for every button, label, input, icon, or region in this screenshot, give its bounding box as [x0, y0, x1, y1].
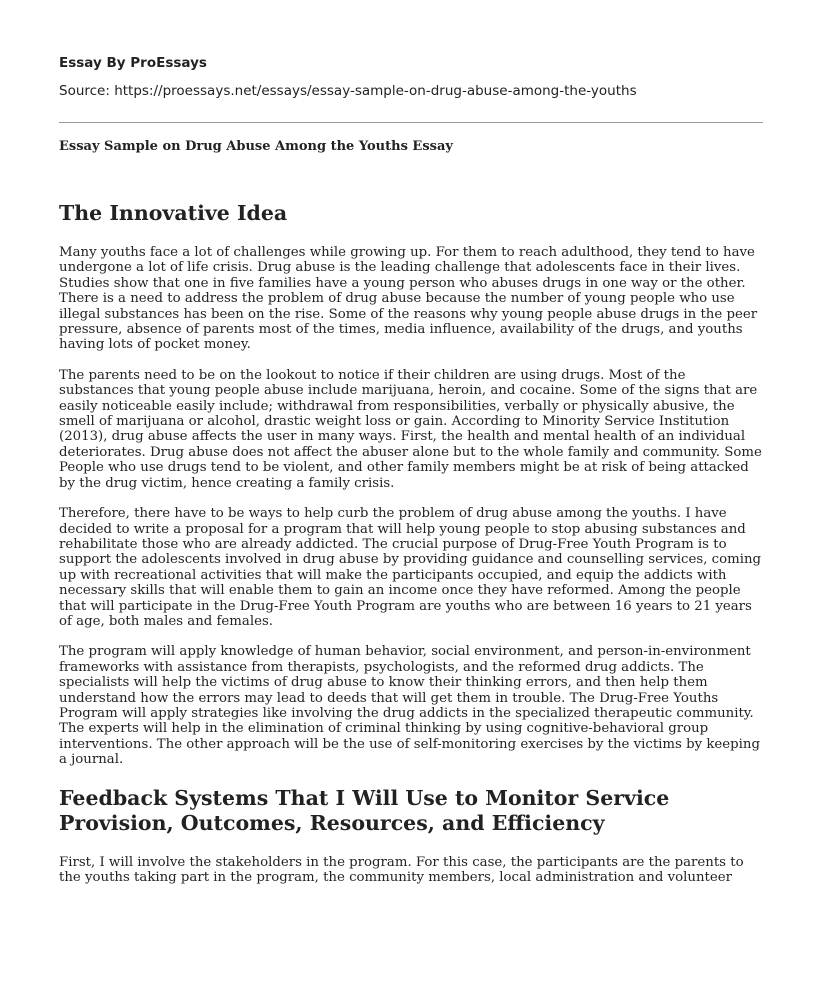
paragraph: Therefore, there have to be ways to help curb the problem of drug abuse among the youths. I have decided to write a proposal for a program that will help young people to stop abusing substances and rehabilitate those who are already addicted. The crucial purpose of Drug-Free Youth Program is to support the adolescents involved in drug abuse by providing guidance and counselling services, coming up with recreational activities that will make the participants occupied, and equip the addicts with necessary skills that will enable them to gain an income once they have reformed. Among the people that will participate in the Drug-Free Youth Program are youths who are between 16 years to 21 years of age, both males and females.	[59, 506, 762, 629]
document-page	[59, 0, 763, 885]
paragraph: First, I will involve the stakeholders in the program. For this case, the participants are the parents to the youths taking part in the program, the community members, local administration and volunteer	[59, 854, 744, 885]
paragraph: The parents need to be on the lookout to notice if their children are using drugs. Most of the substances that young people abuse include marijuana, heroin, and cocaine. Some of the signs that are easily noticeable easily include; withdrawal from responsibilities, verbally or physically abusive, the smell of marijuana or alcohol, drastic weight loss or gain. According to Minority Service Institution (2013), drug abuse affects the user in many ways. First, the health and mental health of an individual deteriorates. Drug abuse does not affect the abuser alone but to the whole family and community. Some People who use drugs tend to be violent, and other family members might be at risk of being attacked by the drug victim, hence creating a family crisis.	[59, 367, 762, 491]
header-divider	[59, 122, 763, 123]
paragraph: Many youths face a lot of challenges while growing up. For them to reach adulthood, they tend to have undergone a lot of life crisis. Drug abuse is the leading challenge that adolescents face in their lives. Studies show that one in five families have a young person who abuses drugs in one way or the other. There is a need to address the problem of drug abuse because the number of young people who use illegal substances has been on the rise. Some of the reasons why young people abuse drugs in the peer pressure, absence of parents most of the times, media influence, availability of the drugs, and youths having lots of pocket money.	[59, 245, 758, 353]
essay-source-url: Source: https://proessays.net/essays/essay-sample-on-drug-abuse-among-the-youths	[59, 83, 637, 99]
essay-title: Essay Sample on Drug Abuse Among the Youths Essay	[59, 139, 453, 154]
section-heading-innovative-idea: The Innovative Idea	[59, 201, 288, 225]
section-heading-feedback-systems: Feedback Systems That I Will Use to Monitor Service Provision, Outcomes, Resources, and Efficiency	[59, 785, 670, 835]
paragraph: The program will apply knowledge of human behavior, social environment, and person-in-environment frameworks with assistance from therapists, psychologists, and the reformed drug addicts. The specialists will help the victims of drug abuse to know their thinking errors, and then help them understand how the errors may lead to deeds that will get them in trouble. The Drug-Free Youths Program will apply strategies like involving the drug addicts in the specialized therapeutic community. The experts will help in the elimination of criminal thinking by using cognitive-behavioral group interventions. The other approach will be the use of self-monitoring exercises by the victims by keeping a journal.	[59, 644, 760, 768]
essay-byline: Essay By ProEssays	[59, 55, 207, 71]
